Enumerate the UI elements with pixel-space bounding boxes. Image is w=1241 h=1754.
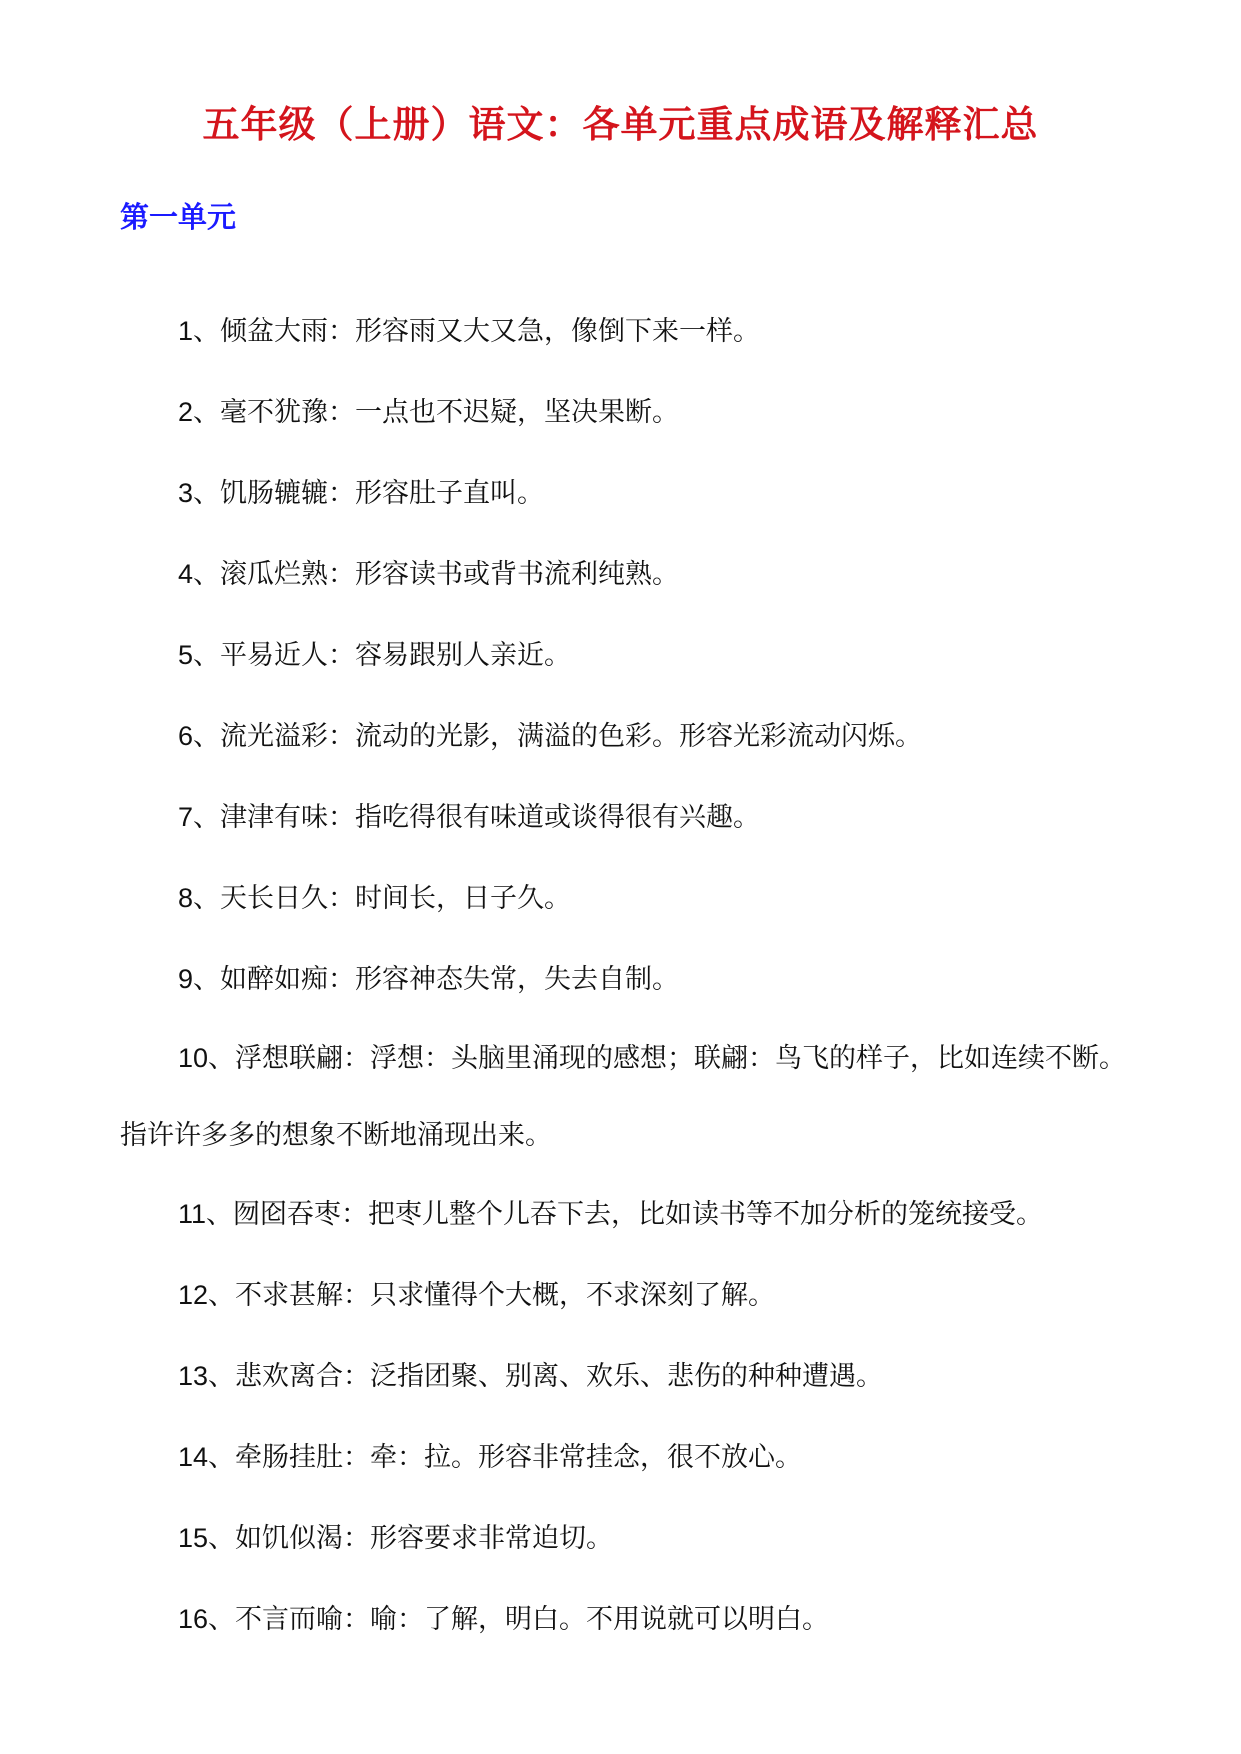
entry-text: 、天长日久：时间长，日子久。	[193, 883, 572, 914]
entry-text: 、浮想联翩：浮想：头脑里涌现的感想；联翩：鸟飞的样子，比如连续不断。指许许多多的想象不断地涌现出来。	[120, 1043, 1127, 1151]
list-item	[120, 939, 1130, 1020]
entry-number: 16	[178, 1604, 209, 1634]
entry-number: 6	[178, 721, 194, 751]
entry-number: 11	[178, 1199, 207, 1229]
entry-number: 10	[178, 1043, 209, 1073]
entry-number: 8	[178, 883, 194, 913]
list-item	[120, 372, 1130, 453]
entry-text: 、悲欢离合：泛指团聚、别离、欢乐、悲伤的种种遭遇。	[208, 1361, 884, 1392]
entry-text: 、倾盆大雨：形容雨又大又急，像倒下来一样。	[193, 316, 761, 347]
entry-number: 3	[178, 478, 194, 508]
entry-text: 、流光溢彩：流动的光影，满溢的色彩。形容光彩流动闪烁。	[193, 721, 923, 752]
list-item	[120, 1255, 1130, 1336]
idiom-list	[120, 291, 1130, 1660]
entry-number: 2	[178, 397, 194, 427]
list-item	[120, 534, 1130, 615]
entry-number: 4	[178, 559, 194, 589]
entry-text: 、不求甚解：只求懂得个大概，不求深刻了解。	[208, 1280, 776, 1311]
entry-number: 1	[178, 316, 194, 346]
entry-text: 、平易近人：容易跟别人亲近。	[193, 640, 572, 671]
entry-text: 、牵肠挂肚：牵：拉。形容非常挂念，很不放心。	[208, 1442, 803, 1473]
list-item	[120, 1174, 1130, 1255]
entry-number: 9	[178, 964, 194, 994]
list-item	[120, 777, 1130, 858]
list-item	[120, 1498, 1130, 1579]
entry-number: 14	[178, 1442, 209, 1472]
entry-text: 、不言而喻：喻：了解，明白。不用说就可以明白。	[208, 1604, 830, 1635]
entry-text: 、如醉如痴：形容神态失常，失去自制。	[193, 964, 680, 995]
entry-text: 、如饥似渴：形容要求非常迫切。	[208, 1523, 614, 1554]
entry-text: 、滚瓜烂熟：形容读书或背书流利纯熟。	[193, 559, 680, 590]
entry-number: 7	[178, 802, 194, 832]
entry-text: 、津津有味：指吃得很有味道或谈得很有兴趣。	[193, 802, 761, 833]
list-item	[120, 1417, 1130, 1498]
entry-text: 、囫囵吞枣：把枣儿整个儿吞下去，比如读书等不加分析的笼统接受。	[206, 1199, 1044, 1230]
entry-text: 、饥肠辘辘：形容肚子直叫。	[193, 478, 545, 509]
entry-number: 13	[178, 1361, 209, 1391]
list-item	[120, 453, 1130, 534]
entry-number: 15	[178, 1523, 209, 1553]
list-item	[120, 1336, 1130, 1417]
list-item	[120, 1020, 1130, 1174]
list-item	[120, 696, 1130, 777]
entry-number: 5	[178, 640, 194, 670]
list-item	[120, 1579, 1130, 1660]
section-heading: 第一单元	[120, 200, 237, 234]
entry-text: 、毫不犹豫：一点也不迟疑，坚决果断。	[193, 397, 680, 428]
list-item	[120, 291, 1130, 372]
list-item	[120, 858, 1130, 939]
list-item	[120, 615, 1130, 696]
entry-number: 12	[178, 1280, 209, 1310]
page-title: 五年级（上册）语文：各单元重点成语及解释汇总	[202, 102, 1039, 146]
